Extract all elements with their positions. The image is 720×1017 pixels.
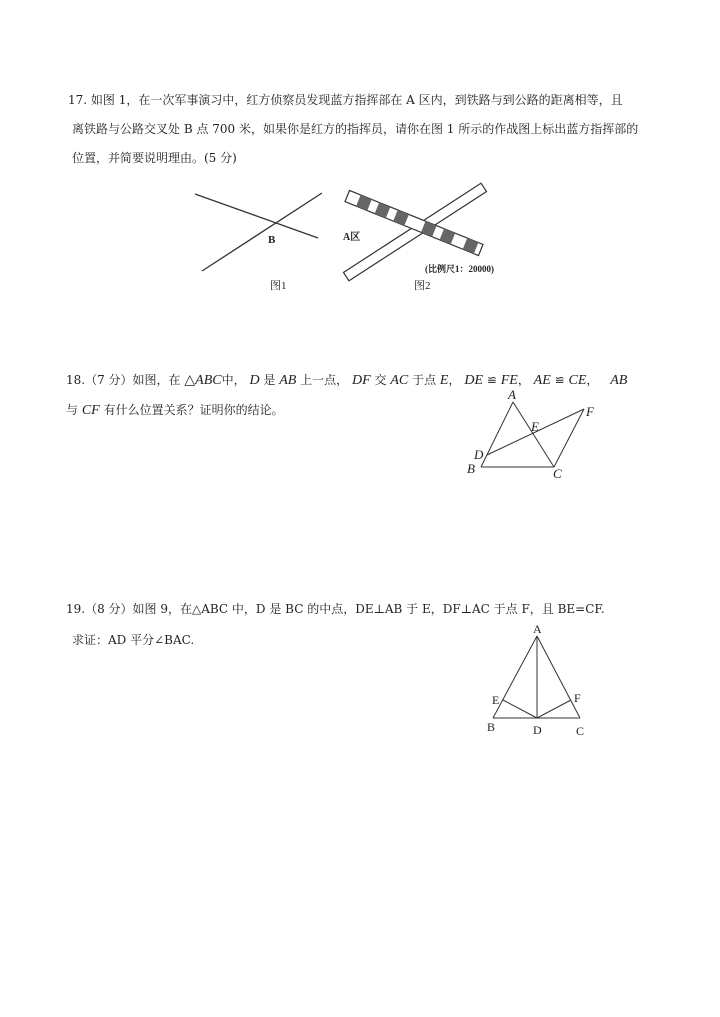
q19-segment-de (503, 700, 537, 718)
q18-label-e: E (531, 419, 539, 434)
q18-prefix: 18.（7 分）如图，在 (66, 373, 181, 387)
q18-line2-a: 与 (66, 403, 79, 417)
q19-line-2: 求证：AD 平分∠BAC. (72, 633, 195, 647)
q18-text-8: ， (586, 373, 599, 387)
q18-triangle: △ABC (184, 373, 222, 388)
q18-var-df: DF (352, 373, 371, 388)
fig1-point-b-label: B (268, 234, 276, 246)
q19-label-a: A (533, 622, 542, 636)
fig2-caption: 图2 (414, 280, 431, 292)
q19-label-b: B (487, 720, 496, 734)
q18-var-de: DE (464, 373, 483, 388)
q19-label-c: C (576, 724, 585, 738)
q17-line-1: 17. 如图 1，在一次军事演习中，红方侦察员发现蓝方指挥部在 A 区内，到铁路与到公路的距离相等，且 (68, 93, 623, 107)
q18-label-d: D (474, 447, 484, 462)
fig1-caption: 图1 (270, 280, 287, 292)
q18-label-c: C (553, 466, 562, 481)
q18-var-ae: AE (533, 373, 551, 388)
q18-label-b: B (467, 461, 475, 476)
q18-text-7: ， (517, 373, 530, 387)
fig2-zone-label: A区 (343, 232, 361, 243)
q19-label-d: D (533, 723, 542, 737)
q18-var-ab: AB (279, 373, 297, 388)
q18-text-4: 交 (374, 373, 387, 387)
q18-var-cf: CF (81, 403, 100, 418)
q18-label-a: A (508, 387, 516, 402)
q18-congruent-2: ≌ (554, 373, 565, 387)
fig2-scale: (比例尺1：20000) (425, 264, 494, 274)
q18-var-ab-2: AB (610, 373, 628, 388)
q18-text-6: ， (448, 373, 461, 387)
q18-text-1: 中， (221, 373, 246, 387)
q19-segment-df (537, 700, 571, 718)
q17-line-2: 离铁路与公路交叉处 B 点 700 米，如果你是红方的指挥员，请你在图 1 所示的作战图上标出蓝方指挥部的 (72, 122, 639, 136)
q18-text-5: 于点 (412, 373, 437, 387)
q18-var-d: D (249, 373, 260, 388)
q17-line-3: 位置，并简要说明理由。(5 分) (72, 151, 237, 165)
q19-label-e: E (492, 693, 500, 707)
q18-line2-b: 有什么位置关系？证明你的结论。 (103, 403, 284, 417)
q19-segment-ac (537, 636, 580, 718)
q19-label-f: F (574, 691, 581, 705)
q19-line-1: 19.（8 分）如图 9，在△ABC 中，D 是 BC 的中点，DE⊥AB 于 E，DF⊥AC 于点 F，且 BE=CF. (66, 602, 605, 616)
q18-label-f: F (586, 404, 594, 419)
q18-text-3: 上一点， (300, 373, 349, 387)
q18-var-fe: FE (500, 373, 518, 388)
q18-var-ce: CE (568, 373, 587, 388)
q18-var-ac: AC (390, 373, 409, 388)
q18-congruent-1: ≌ (486, 373, 497, 387)
q18-text-2: 是 (263, 373, 276, 387)
q18-var-e: E (439, 373, 449, 388)
q19-segment-ab (493, 636, 537, 718)
